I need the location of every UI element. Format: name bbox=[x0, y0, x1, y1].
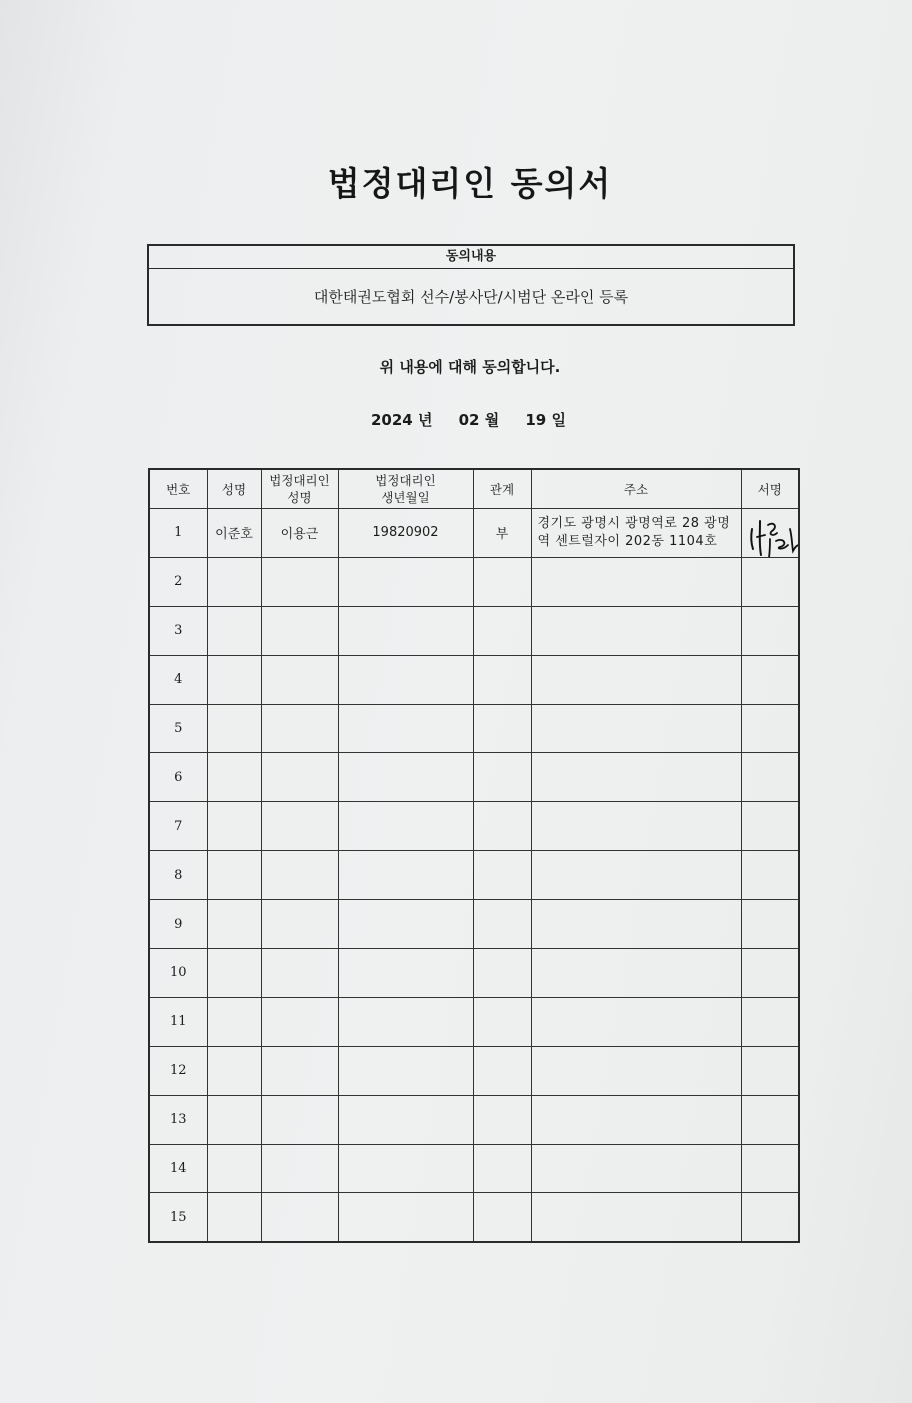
cell-guardian-name: 이용근 bbox=[261, 509, 338, 558]
table-row bbox=[149, 949, 799, 998]
consent-box bbox=[147, 244, 795, 326]
cell-guardian-name bbox=[261, 851, 338, 900]
cell-address bbox=[531, 997, 741, 1046]
header-name: 성명 bbox=[207, 469, 261, 509]
header-number: 번호 bbox=[149, 469, 207, 509]
table-row bbox=[149, 1046, 799, 1095]
cell-name bbox=[207, 900, 261, 949]
document-title: 법정대리인 동의서 bbox=[327, 164, 613, 203]
cell-guardian-name bbox=[261, 557, 338, 606]
cell-guardian-birth bbox=[338, 1095, 473, 1144]
cell-name bbox=[207, 1193, 261, 1242]
consent-body: 대한태권도협회 선수/봉사단/시범단 온라인 등록 bbox=[313, 288, 629, 306]
cell-signature bbox=[741, 1095, 799, 1144]
cell-name bbox=[207, 1144, 261, 1193]
cell-name bbox=[207, 557, 261, 606]
date-year: 2024 bbox=[371, 411, 413, 429]
date-month-unit: 월 bbox=[484, 411, 500, 429]
table-row bbox=[149, 1144, 799, 1193]
cell-guardian-name bbox=[261, 997, 338, 1046]
cell-signature bbox=[741, 557, 799, 606]
cell-signature bbox=[741, 655, 799, 704]
cell-name bbox=[207, 1046, 261, 1095]
cell-guardian-birth bbox=[338, 802, 473, 851]
cell-address bbox=[531, 802, 741, 851]
cell-number: 15 bbox=[149, 1193, 207, 1242]
cell-guardian-name bbox=[261, 900, 338, 949]
table-row bbox=[149, 509, 799, 558]
cell-address bbox=[531, 704, 741, 753]
cell-guardian-birth bbox=[338, 655, 473, 704]
cell-relation: 부 bbox=[473, 509, 531, 558]
cell-relation bbox=[473, 606, 531, 655]
header-guardian-birth-line1: 법정대리인 bbox=[375, 473, 436, 488]
consent-header: 동의내용 bbox=[149, 246, 793, 269]
table-row bbox=[149, 997, 799, 1046]
cell-name bbox=[207, 704, 261, 753]
cell-signature bbox=[741, 1193, 799, 1242]
cell-signature bbox=[741, 949, 799, 998]
cell-guardian-birth: 19820902 bbox=[338, 509, 473, 558]
date-day-unit: 일 bbox=[551, 411, 566, 429]
cell-number: 9 bbox=[149, 900, 207, 949]
cell-name bbox=[207, 949, 261, 998]
cell-number: 14 bbox=[149, 1144, 207, 1193]
header-address: 주소 bbox=[531, 469, 741, 509]
cell-signature bbox=[741, 509, 799, 558]
table-header-row bbox=[149, 469, 799, 509]
cell-signature bbox=[741, 1144, 799, 1193]
cell-signature bbox=[741, 851, 799, 900]
cell-guardian-birth bbox=[338, 1144, 473, 1193]
cell-guardian-name bbox=[261, 753, 338, 802]
table-row bbox=[149, 1095, 799, 1144]
cell-guardian-name bbox=[261, 606, 338, 655]
cell-address bbox=[531, 753, 741, 802]
cell-address bbox=[531, 1144, 741, 1193]
cell-relation bbox=[473, 704, 531, 753]
cell-number: 4 bbox=[149, 655, 207, 704]
handwritten-signature bbox=[746, 515, 800, 557]
cell-guardian-name bbox=[261, 1144, 338, 1193]
cell-signature bbox=[741, 704, 799, 753]
cell-name bbox=[207, 851, 261, 900]
cell-address bbox=[531, 557, 741, 606]
cell-relation bbox=[473, 1095, 531, 1144]
cell-signature bbox=[741, 900, 799, 949]
cell-number: 12 bbox=[149, 1046, 207, 1095]
cell-signature bbox=[741, 802, 799, 851]
header-relation: 관계 bbox=[473, 469, 531, 509]
table-row bbox=[149, 802, 799, 851]
cell-relation bbox=[473, 753, 531, 802]
date-day: 19 bbox=[525, 411, 547, 429]
cell-number: 13 bbox=[149, 1095, 207, 1144]
table-row bbox=[149, 606, 799, 655]
cell-guardian-name bbox=[261, 1095, 338, 1144]
cell-guardian-birth bbox=[338, 606, 473, 655]
cell-guardian-name bbox=[261, 704, 338, 753]
cell-number: 2 bbox=[149, 557, 207, 606]
cell-guardian-birth bbox=[338, 851, 473, 900]
cell-number: 11 bbox=[149, 997, 207, 1046]
cell-guardian-birth bbox=[338, 557, 473, 606]
cell-address bbox=[531, 949, 741, 998]
cell-name bbox=[207, 655, 261, 704]
cell-guardian-name bbox=[261, 655, 338, 704]
cell-name bbox=[207, 753, 261, 802]
cell-address: 경기도 광명시 광명역로 28 광명역 센트럴자이 202동 1104호 bbox=[531, 509, 741, 558]
cell-guardian-birth bbox=[338, 900, 473, 949]
date-year-unit: 년 bbox=[417, 411, 433, 429]
cell-name bbox=[207, 606, 261, 655]
cell-number: 6 bbox=[149, 753, 207, 802]
agreement-statement: 위 내용에 대해 동의합니다. bbox=[379, 358, 561, 376]
cell-signature bbox=[741, 997, 799, 1046]
header-guardian-birth bbox=[338, 469, 473, 509]
cell-signature bbox=[741, 753, 799, 802]
table-row bbox=[149, 704, 799, 753]
cell-guardian-name bbox=[261, 1046, 338, 1095]
cell-address bbox=[531, 1046, 741, 1095]
cell-relation bbox=[473, 949, 531, 998]
cell-guardian-birth bbox=[338, 1046, 473, 1095]
cell-guardian-birth bbox=[338, 1193, 473, 1242]
cell-relation bbox=[473, 1193, 531, 1242]
cell-guardian-birth bbox=[338, 997, 473, 1046]
cell-address bbox=[531, 1193, 741, 1242]
cell-address bbox=[531, 655, 741, 704]
cell-relation bbox=[473, 655, 531, 704]
cell-name bbox=[207, 802, 261, 851]
header-guardian-name-line2: 성명 bbox=[287, 490, 312, 505]
cell-relation bbox=[473, 997, 531, 1046]
cell-name bbox=[207, 997, 261, 1046]
header-signature: 서명 bbox=[741, 469, 799, 509]
table-row bbox=[149, 900, 799, 949]
cell-name: 이준호 bbox=[207, 509, 261, 558]
cell-guardian-birth bbox=[338, 704, 473, 753]
cell-name bbox=[207, 1095, 261, 1144]
table-row bbox=[149, 753, 799, 802]
date-line bbox=[371, 409, 566, 430]
cell-guardian-name bbox=[261, 1193, 338, 1242]
cell-number: 3 bbox=[149, 606, 207, 655]
date-month: 02 bbox=[458, 411, 480, 429]
cell-relation bbox=[473, 557, 531, 606]
cell-number: 7 bbox=[149, 802, 207, 851]
cell-relation bbox=[473, 900, 531, 949]
cell-address bbox=[531, 900, 741, 949]
table-row bbox=[149, 851, 799, 900]
cell-signature bbox=[741, 606, 799, 655]
cell-relation bbox=[473, 851, 531, 900]
table-row bbox=[149, 557, 799, 606]
cell-number: 1 bbox=[149, 509, 207, 558]
cell-guardian-name bbox=[261, 949, 338, 998]
cell-address bbox=[531, 1095, 741, 1144]
cell-number: 5 bbox=[149, 704, 207, 753]
cell-relation bbox=[473, 802, 531, 851]
cell-relation bbox=[473, 1046, 531, 1095]
header-guardian-birth-line2: 생년월일 bbox=[381, 490, 430, 505]
table-row bbox=[149, 1193, 799, 1242]
cell-number: 8 bbox=[149, 851, 207, 900]
cell-guardian-name bbox=[261, 802, 338, 851]
header-guardian-name bbox=[261, 469, 338, 509]
cell-number: 10 bbox=[149, 949, 207, 998]
cell-guardian-birth bbox=[338, 753, 473, 802]
header-guardian-name-line1: 법정대리인 bbox=[269, 473, 330, 488]
consent-table bbox=[148, 468, 800, 1243]
cell-address bbox=[531, 851, 741, 900]
cell-guardian-birth bbox=[338, 949, 473, 998]
table-row bbox=[149, 655, 799, 704]
cell-address bbox=[531, 606, 741, 655]
cell-signature bbox=[741, 1046, 799, 1095]
cell-relation bbox=[473, 1144, 531, 1193]
